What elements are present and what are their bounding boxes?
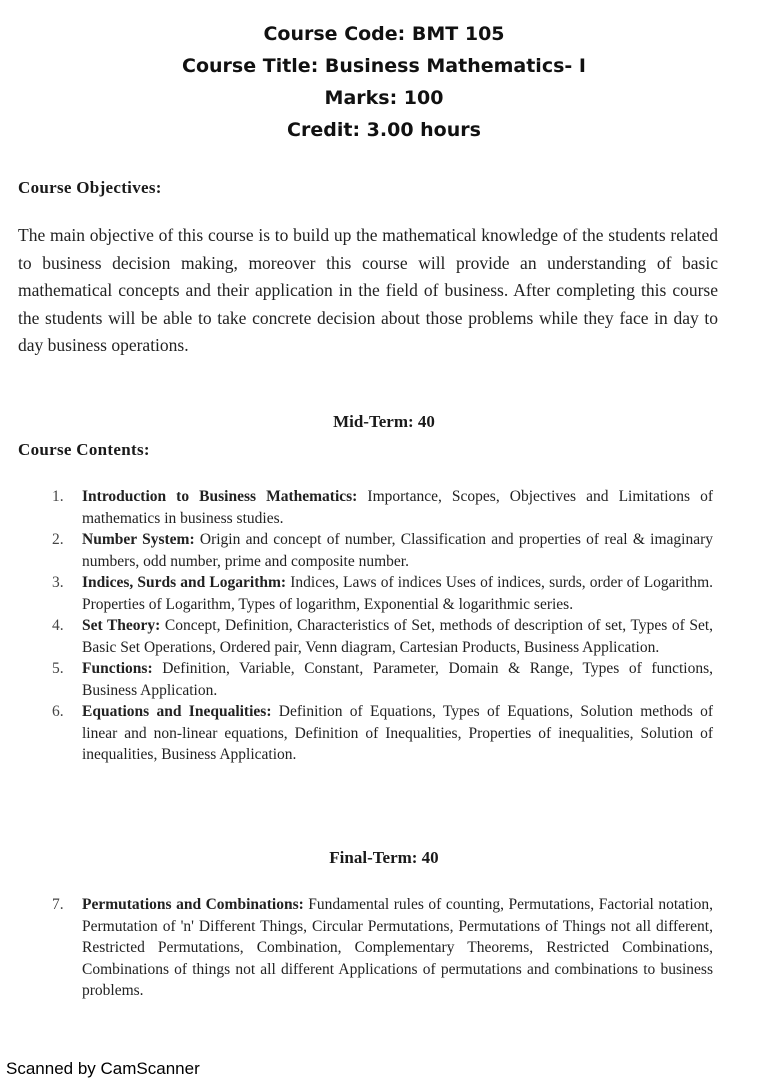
item-heading: Number System: (82, 531, 195, 548)
item-number: 2. (52, 531, 64, 548)
course-header (0, 18, 768, 146)
item-heading: Set Theory: (82, 617, 161, 634)
course-code: Course Code: BMT 105 (263, 23, 505, 45)
item-number: 1. (52, 488, 64, 505)
item-text: Concept, Definition, Characteristics of Set, methods of description of set, Types of Set, Basic Set Operations, Ordered pair, Venn diagram, Cartesian Products, Business Application. (82, 617, 714, 656)
item-heading: Introduction to Business Mathematics: (82, 488, 358, 505)
item-text: Indices, Laws of indices Uses of indices, surds, order of Logarithm. Properties of Logarithm, Types of logarithm, Exponential & logarithmic series. (82, 574, 714, 613)
item-number: 6. (52, 703, 64, 720)
item-number: 7. (52, 896, 64, 913)
item-text: Definition of Equations, Types of Equations, Solution methods of linear and non-linear equations, Definition of Inequalities, Properties of inequalities, Solution of inequalities, Business Application. (82, 703, 713, 763)
item-text: Fundamental rules of counting, Permutations, Factorial notation, Permutation of 'n' Different Things, Circular Permutations, Permutations of Things not all different, Restricted Permutations, Combination, Complementary Theorems, Restricted Combinations, Combinations of things not all different Applications of permutations and combinations to business problems. (82, 896, 714, 999)
item-heading: Permutations and Combinations: (82, 896, 304, 913)
item-heading: Indices, Surds and Logarithm: (82, 574, 287, 591)
objectives-paragraph: The main objective of this course is to build up the mathematical knowledge of the students related to business decision making, moreover this course will provide an understanding of basic mathematical concepts and their application in the field of business. After completing this course the students will be able to take concrete decision about those problems while they face in day to day business operations. (18, 225, 718, 355)
final-term-label: Final-Term: 40 (329, 848, 439, 867)
list-item (48, 701, 713, 766)
item-number: 5. (52, 660, 64, 677)
mid-term-topic-list (48, 486, 713, 766)
course-credit: Credit: 3.00 hours (287, 119, 481, 141)
list-item (48, 894, 713, 1002)
list-item (48, 615, 713, 658)
list-item (48, 658, 713, 701)
list-item (48, 529, 713, 572)
scanner-watermark: Scanned by CamScanner (6, 1059, 200, 1078)
item-text: Importance, Scopes, Objectives and Limitations of mathematics in business studies. (82, 488, 714, 527)
list-item (48, 486, 713, 529)
item-text: Definition, Variable, Constant, Parameter, Domain & Range, Types of functions, Business Application. (82, 660, 713, 699)
contents-heading: Course Contents: (18, 440, 150, 459)
mid-term-label: Mid-Term: 40 (333, 412, 435, 431)
item-text: Origin and concept of number, Classification and properties of real & imaginary numbers, odd number, prime and composite number. (82, 531, 713, 570)
final-term-topic-list (48, 894, 713, 1002)
course-marks: Marks: 100 (324, 87, 444, 109)
course-title: Course Title: Business Mathematics- I (182, 55, 586, 77)
item-number: 3. (52, 574, 64, 591)
objectives-heading: Course Objectives: (18, 178, 162, 197)
item-heading: Equations and Inequalities: (82, 703, 272, 720)
item-heading: Functions: (82, 660, 153, 677)
list-item (48, 572, 713, 615)
item-number: 4. (52, 617, 64, 634)
